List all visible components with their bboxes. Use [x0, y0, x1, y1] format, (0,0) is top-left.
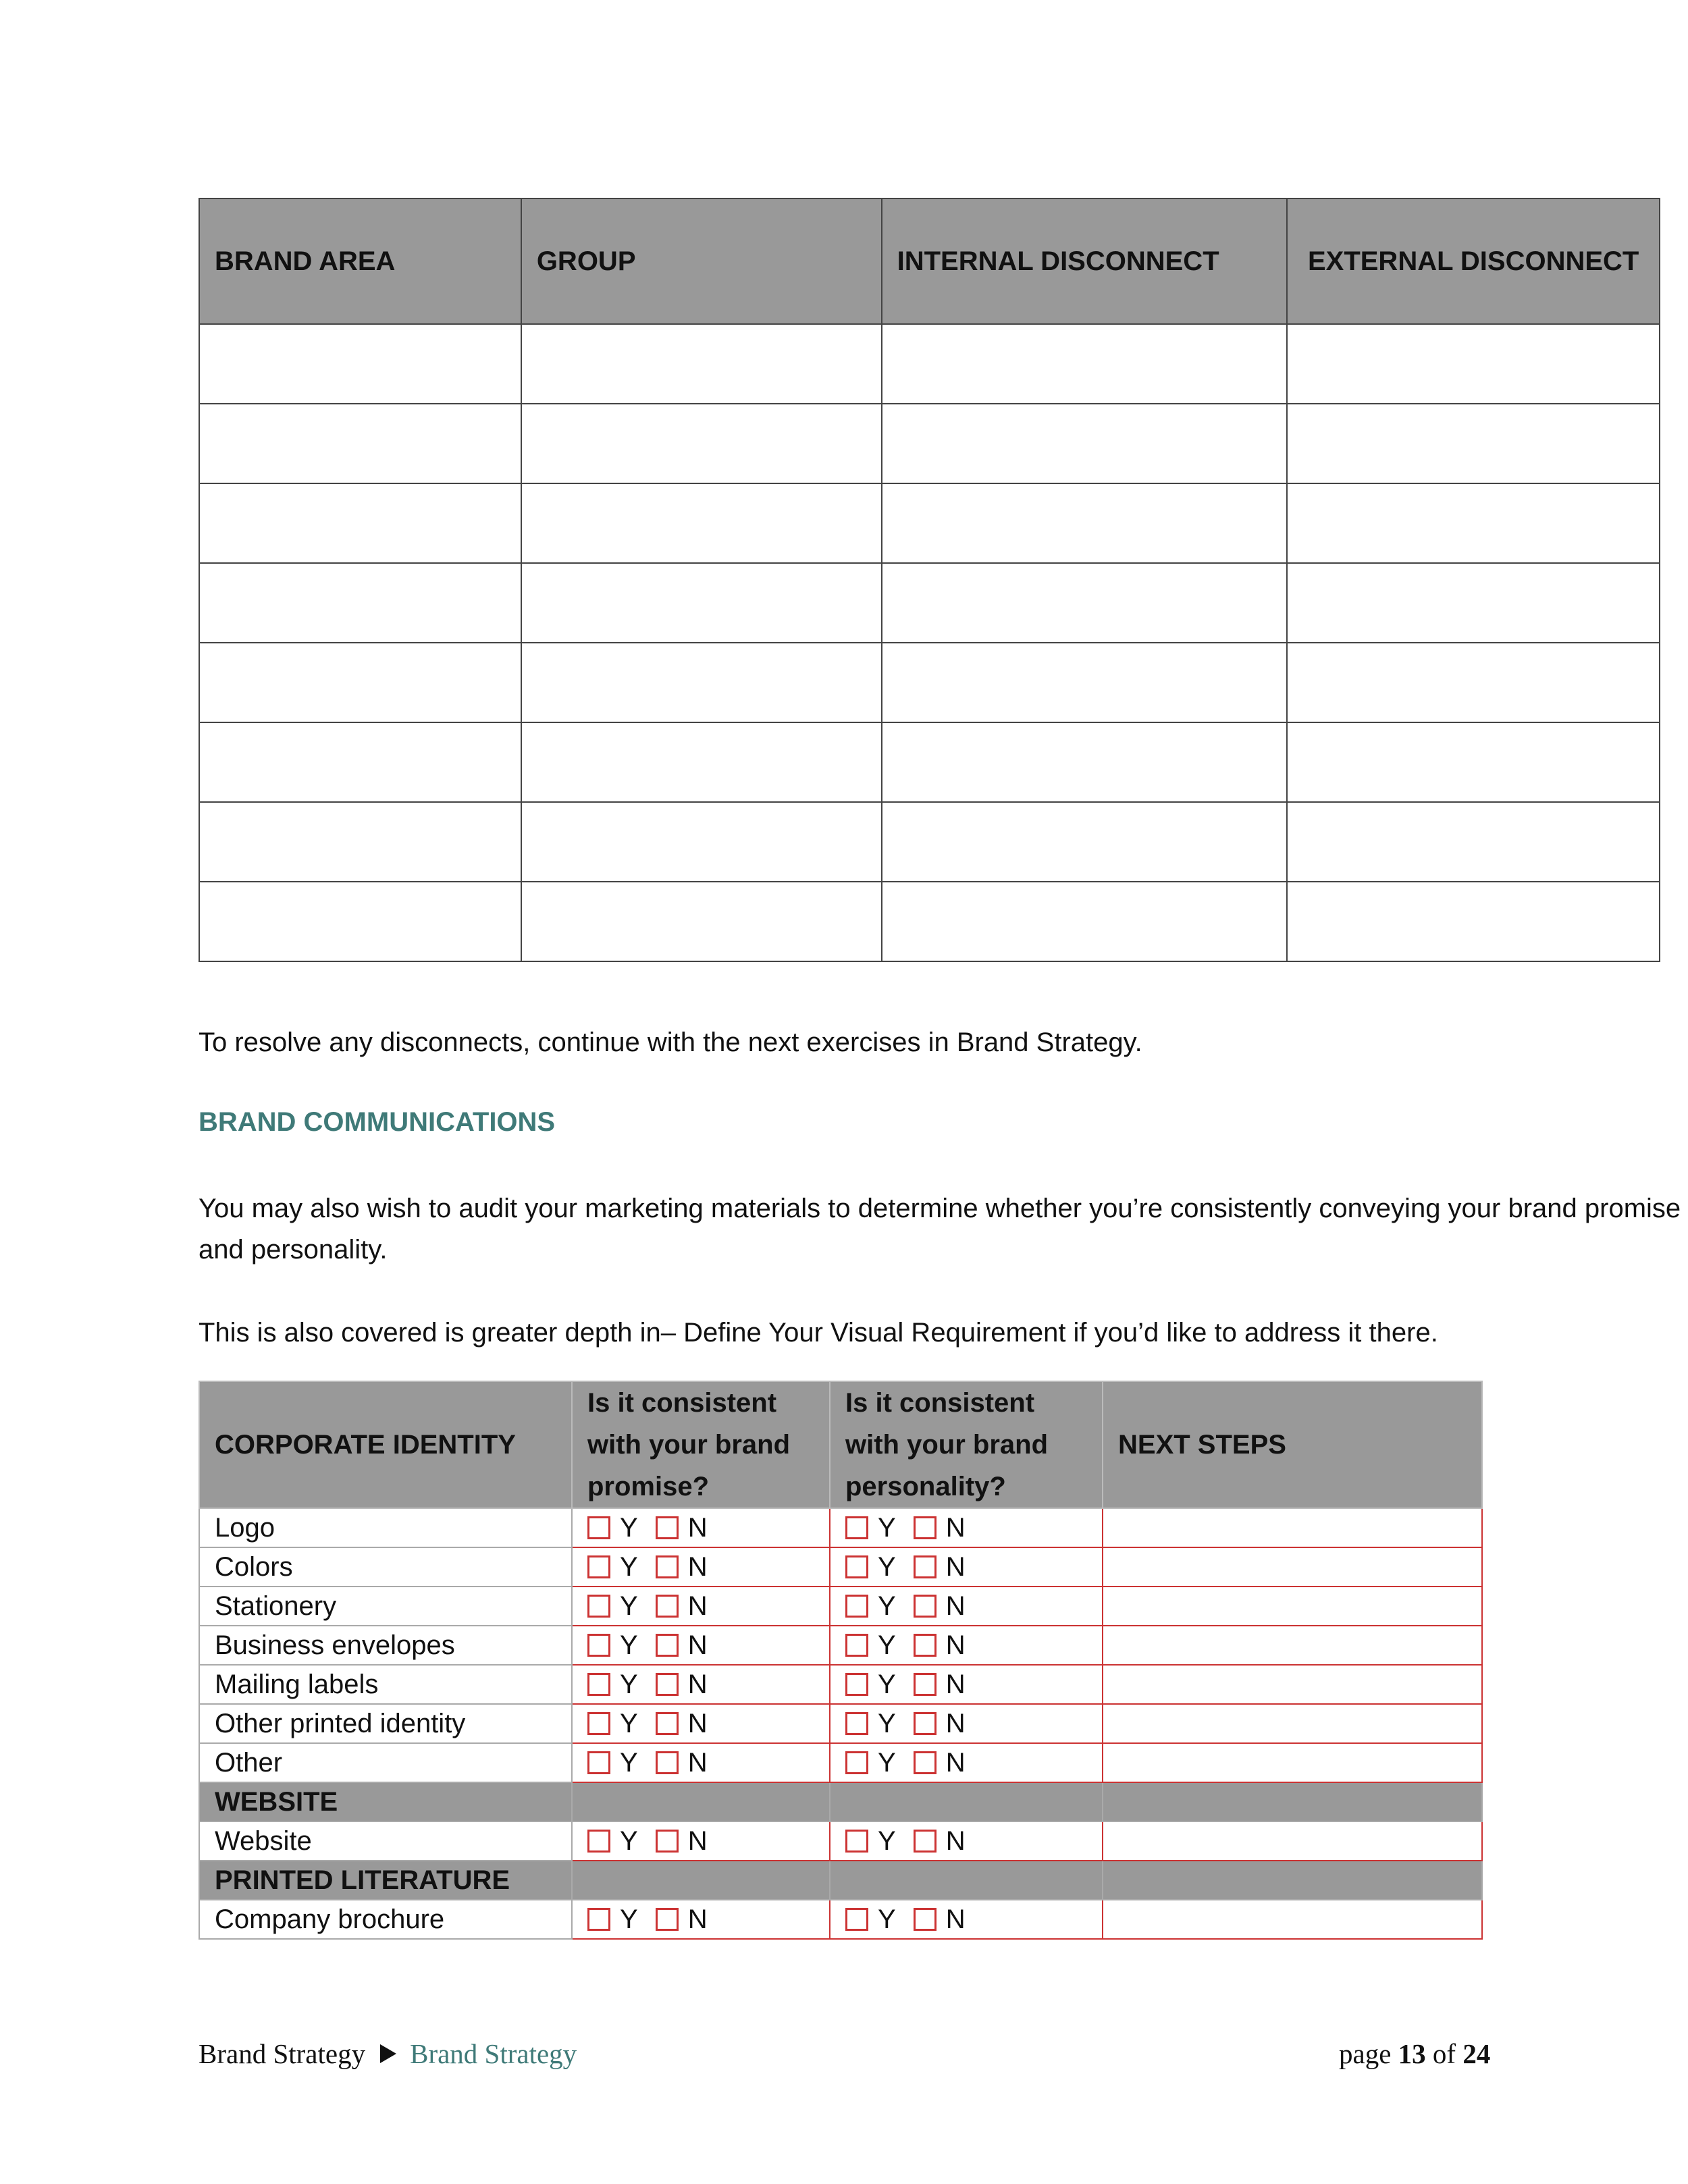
personality-yes-checkbox[interactable]: [845, 1634, 868, 1657]
table-row: [199, 404, 1660, 483]
personality-no-checkbox[interactable]: [914, 1634, 937, 1657]
promise-yes-label: Y: [620, 1591, 638, 1621]
promise-yn-cell: [572, 1587, 830, 1626]
empty-cell[interactable]: [199, 563, 521, 643]
promise-no-checkbox[interactable]: [656, 1555, 679, 1578]
personality-yes-label: Y: [878, 1747, 896, 1778]
header-corporate-identity: CORPORATE IDENTITY: [199, 1381, 572, 1508]
promise-yes-label: Y: [620, 1512, 638, 1543]
personality-no-checkbox[interactable]: [914, 1751, 937, 1774]
table-row: [199, 882, 1660, 961]
promise-yn-cell: [572, 1626, 830, 1665]
table-header-row: [199, 1381, 1482, 1508]
personality-no-checkbox[interactable]: [914, 1908, 937, 1931]
item-label: Logo: [199, 1508, 572, 1547]
promise-no-label: N: [687, 1630, 708, 1660]
next-steps-cell[interactable]: [1103, 1547, 1482, 1587]
empty-cell[interactable]: [1287, 882, 1660, 961]
empty-cell[interactable]: [521, 722, 882, 802]
personality-yes-checkbox[interactable]: [845, 1751, 868, 1774]
table-row: [199, 722, 1660, 802]
empty-cell[interactable]: [199, 404, 521, 483]
empty-cell[interactable]: [1287, 643, 1660, 722]
promise-yes-checkbox[interactable]: [587, 1751, 610, 1774]
personality-yes-label: Y: [878, 1512, 896, 1543]
promise-no-checkbox[interactable]: [656, 1712, 679, 1735]
personality-no-label: N: [945, 1669, 966, 1699]
next-steps-cell[interactable]: [1103, 1508, 1482, 1547]
promise-yn-cell: [572, 1743, 830, 1782]
promise-yn-cell: [572, 1900, 830, 1939]
empty-cell[interactable]: [521, 324, 882, 404]
personality-yes-label: Y: [878, 1630, 896, 1660]
section-label: PRINTED LITERATURE: [199, 1861, 572, 1900]
personality-no-checkbox[interactable]: [914, 1595, 937, 1618]
promise-yes-label: Y: [620, 1747, 638, 1778]
personality-no-label: N: [945, 1630, 966, 1660]
next-steps-cell[interactable]: [1103, 1821, 1482, 1861]
item-label: Stationery: [199, 1587, 572, 1626]
item-label: Business envelopes: [199, 1626, 572, 1665]
promise-yes-label: Y: [620, 1904, 638, 1934]
page-word: page: [1339, 2038, 1392, 2069]
promise-yes-checkbox[interactable]: [587, 1634, 610, 1657]
promise-yes-label: Y: [620, 1708, 638, 1738]
promise-yes-label: Y: [620, 1826, 638, 1856]
personality-yes-label: Y: [878, 1904, 896, 1934]
empty-cell[interactable]: [1287, 802, 1660, 882]
empty-cell[interactable]: [1287, 722, 1660, 802]
section-label: WEBSITE: [199, 1782, 572, 1821]
promise-yes-checkbox[interactable]: [587, 1712, 610, 1735]
personality-yes-checkbox[interactable]: [845, 1830, 868, 1853]
section-empty-cell: [1103, 1861, 1482, 1900]
of-word: of: [1432, 2038, 1456, 2069]
personality-yn-cell: [830, 1626, 1103, 1665]
section-empty-cell: [1103, 1782, 1482, 1821]
promise-yes-checkbox[interactable]: [587, 1830, 610, 1853]
table-header-row: [199, 198, 1660, 324]
personality-yn-cell: [830, 1704, 1103, 1743]
play-triangle-icon: [380, 2044, 396, 2063]
brand-communications-table: [199, 1381, 1483, 1940]
table-row: [199, 563, 1660, 643]
promise-no-checkbox[interactable]: [656, 1634, 679, 1657]
personality-no-checkbox[interactable]: [914, 1555, 937, 1578]
promise-yes-checkbox[interactable]: [587, 1595, 610, 1618]
personality-yes-label: Y: [878, 1708, 896, 1738]
promise-no-label: N: [687, 1708, 708, 1738]
personality-yes-label: Y: [878, 1591, 896, 1621]
promise-no-checkbox[interactable]: [656, 1908, 679, 1931]
empty-cell[interactable]: [521, 882, 882, 961]
empty-cell[interactable]: [1287, 404, 1660, 483]
personality-no-label: N: [945, 1826, 966, 1856]
item-label: Other: [199, 1743, 572, 1782]
table-row: [199, 1587, 1482, 1626]
promise-no-label: N: [687, 1591, 708, 1621]
footer-doc-title: Brand Strategy: [199, 2038, 366, 2069]
page-current: 13: [1398, 2038, 1426, 2069]
empty-cell[interactable]: [882, 404, 1288, 483]
empty-cell[interactable]: [521, 643, 882, 722]
header-personality: Is it consistent with your brand personality?: [830, 1381, 1103, 1508]
personality-yn-cell: [830, 1547, 1103, 1587]
personality-no-label: N: [945, 1591, 966, 1621]
empty-cell[interactable]: [882, 882, 1288, 961]
table-row: [199, 643, 1660, 722]
personality-yn-cell: [830, 1821, 1103, 1861]
promise-no-checkbox[interactable]: [656, 1595, 679, 1618]
table-row: [199, 1665, 1482, 1704]
table-row: [199, 1704, 1482, 1743]
footer-page-number: [1339, 2037, 1490, 2070]
promise-no-label: N: [687, 1669, 708, 1699]
personality-yes-label: Y: [878, 1826, 896, 1856]
promise-no-label: N: [687, 1826, 708, 1856]
promise-yes-checkbox[interactable]: [587, 1516, 610, 1539]
section-row: [199, 1861, 1482, 1900]
promise-no-checkbox[interactable]: [656, 1673, 679, 1696]
personality-yn-cell: [830, 1900, 1103, 1939]
personality-yes-label: Y: [878, 1669, 896, 1699]
table-row: [199, 1900, 1482, 1939]
personality-no-label: N: [945, 1551, 966, 1582]
empty-cell[interactable]: [1287, 563, 1660, 643]
section-row: [199, 1782, 1482, 1821]
header-internal-disconnect: INTERNAL DISCONNECT: [882, 198, 1288, 324]
promise-yes-label: Y: [620, 1630, 638, 1660]
item-label: Company brochure: [199, 1900, 572, 1939]
personality-no-label: N: [945, 1512, 966, 1543]
promise-yes-checkbox[interactable]: [587, 1555, 610, 1578]
promise-yn-cell: [572, 1508, 830, 1547]
next-steps-cell[interactable]: [1103, 1704, 1482, 1743]
section-empty-cell: [572, 1782, 830, 1821]
empty-cell[interactable]: [199, 722, 521, 802]
table-row: [199, 1547, 1482, 1587]
item-label: Website: [199, 1821, 572, 1861]
personality-yes-checkbox[interactable]: [845, 1555, 868, 1578]
promise-yn-cell: [572, 1821, 830, 1861]
promise-no-checkbox[interactable]: [656, 1516, 679, 1539]
footer-breadcrumb: [199, 2037, 577, 2070]
empty-cell[interactable]: [1287, 483, 1660, 563]
resolve-paragraph: To resolve any disconnects, continue with the next exercises in Brand Strategy.: [199, 1028, 1142, 1057]
table-row: [199, 1626, 1482, 1665]
personality-no-label: N: [945, 1747, 966, 1778]
personality-yes-label: Y: [878, 1551, 896, 1582]
empty-cell[interactable]: [882, 483, 1288, 563]
empty-cell[interactable]: [199, 882, 521, 961]
empty-cell[interactable]: [882, 722, 1288, 802]
covered-paragraph: This is also covered is greater depth in– Define Your Visual Requirement if you’d like to address it there.: [199, 1318, 1438, 1348]
empty-cell[interactable]: [199, 324, 521, 404]
promise-yn-cell: [572, 1547, 830, 1587]
table-row: [199, 1743, 1482, 1782]
promise-no-label: N: [687, 1747, 708, 1778]
empty-cell[interactable]: [521, 802, 882, 882]
header-next-steps: NEXT STEPS: [1103, 1381, 1482, 1508]
audit-paragraph: You may also wish to audit your marketing materials to determine whether you’re consistently conveying your brand promise and personality.: [199, 1194, 1681, 1264]
empty-cell[interactable]: [882, 643, 1288, 722]
header-group: GROUP: [521, 198, 882, 324]
promise-yes-checkbox[interactable]: [587, 1908, 610, 1931]
promise-no-label: N: [687, 1551, 708, 1582]
header-brand-area: BRAND AREA: [199, 198, 521, 324]
promise-no-checkbox[interactable]: [656, 1830, 679, 1853]
table-row: [199, 1508, 1482, 1547]
next-steps-cell[interactable]: [1103, 1900, 1482, 1939]
header-promise: Is it consistent with your brand promise?: [572, 1381, 830, 1508]
personality-yes-checkbox[interactable]: [845, 1595, 868, 1618]
empty-cell[interactable]: [882, 324, 1288, 404]
item-label: Other printed identity: [199, 1704, 572, 1743]
empty-cell[interactable]: [521, 563, 882, 643]
personality-yn-cell: [830, 1508, 1103, 1547]
empty-cell[interactable]: [199, 802, 521, 882]
promise-yes-checkbox[interactable]: [587, 1673, 610, 1696]
empty-cell[interactable]: [199, 483, 521, 563]
section-heading: BRAND COMMUNICATIONS: [199, 1107, 556, 1137]
promise-yes-label: Y: [620, 1551, 638, 1582]
personality-yes-checkbox[interactable]: [845, 1673, 868, 1696]
footer-section-link[interactable]: Brand Strategy: [410, 2038, 577, 2069]
personality-yn-cell: [830, 1743, 1103, 1782]
personality-yes-checkbox[interactable]: [845, 1908, 868, 1931]
next-steps-cell[interactable]: [1103, 1626, 1482, 1665]
promise-yes-label: Y: [620, 1669, 638, 1699]
promise-yn-cell: [572, 1704, 830, 1743]
next-steps-cell[interactable]: [1103, 1743, 1482, 1782]
item-label: Mailing labels: [199, 1665, 572, 1704]
promise-no-label: N: [687, 1904, 708, 1934]
promise-no-checkbox[interactable]: [656, 1751, 679, 1774]
section-empty-cell: [830, 1861, 1103, 1900]
item-label: Colors: [199, 1547, 572, 1587]
section-empty-cell: [830, 1782, 1103, 1821]
section-empty-cell: [572, 1861, 830, 1900]
promise-no-label: N: [687, 1512, 708, 1543]
table-row: [199, 483, 1660, 563]
personality-no-label: N: [945, 1904, 966, 1934]
page-total: 24: [1462, 2038, 1491, 2069]
personality-yn-cell: [830, 1587, 1103, 1626]
personality-no-checkbox[interactable]: [914, 1712, 937, 1735]
next-steps-cell[interactable]: [1103, 1665, 1482, 1704]
empty-cell[interactable]: [882, 802, 1288, 882]
personality-no-checkbox[interactable]: [914, 1516, 937, 1539]
table-row: [199, 1821, 1482, 1861]
brand-disconnect-table: [199, 198, 1660, 962]
promise-yn-cell: [572, 1665, 830, 1704]
empty-cell[interactable]: [521, 483, 882, 563]
personality-yes-checkbox[interactable]: [845, 1712, 868, 1735]
personality-yes-checkbox[interactable]: [845, 1516, 868, 1539]
empty-cell[interactable]: [199, 643, 521, 722]
table-row: [199, 324, 1660, 404]
header-external-disconnect: EXTERNAL DISCONNECT: [1287, 198, 1660, 324]
next-steps-cell[interactable]: [1103, 1587, 1482, 1626]
table-row: [199, 802, 1660, 882]
empty-cell[interactable]: [882, 563, 1288, 643]
empty-cell[interactable]: [521, 404, 882, 483]
personality-no-checkbox[interactable]: [914, 1830, 937, 1853]
empty-cell[interactable]: [1287, 324, 1660, 404]
personality-no-label: N: [945, 1708, 966, 1738]
personality-no-checkbox[interactable]: [914, 1673, 937, 1696]
personality-yn-cell: [830, 1665, 1103, 1704]
